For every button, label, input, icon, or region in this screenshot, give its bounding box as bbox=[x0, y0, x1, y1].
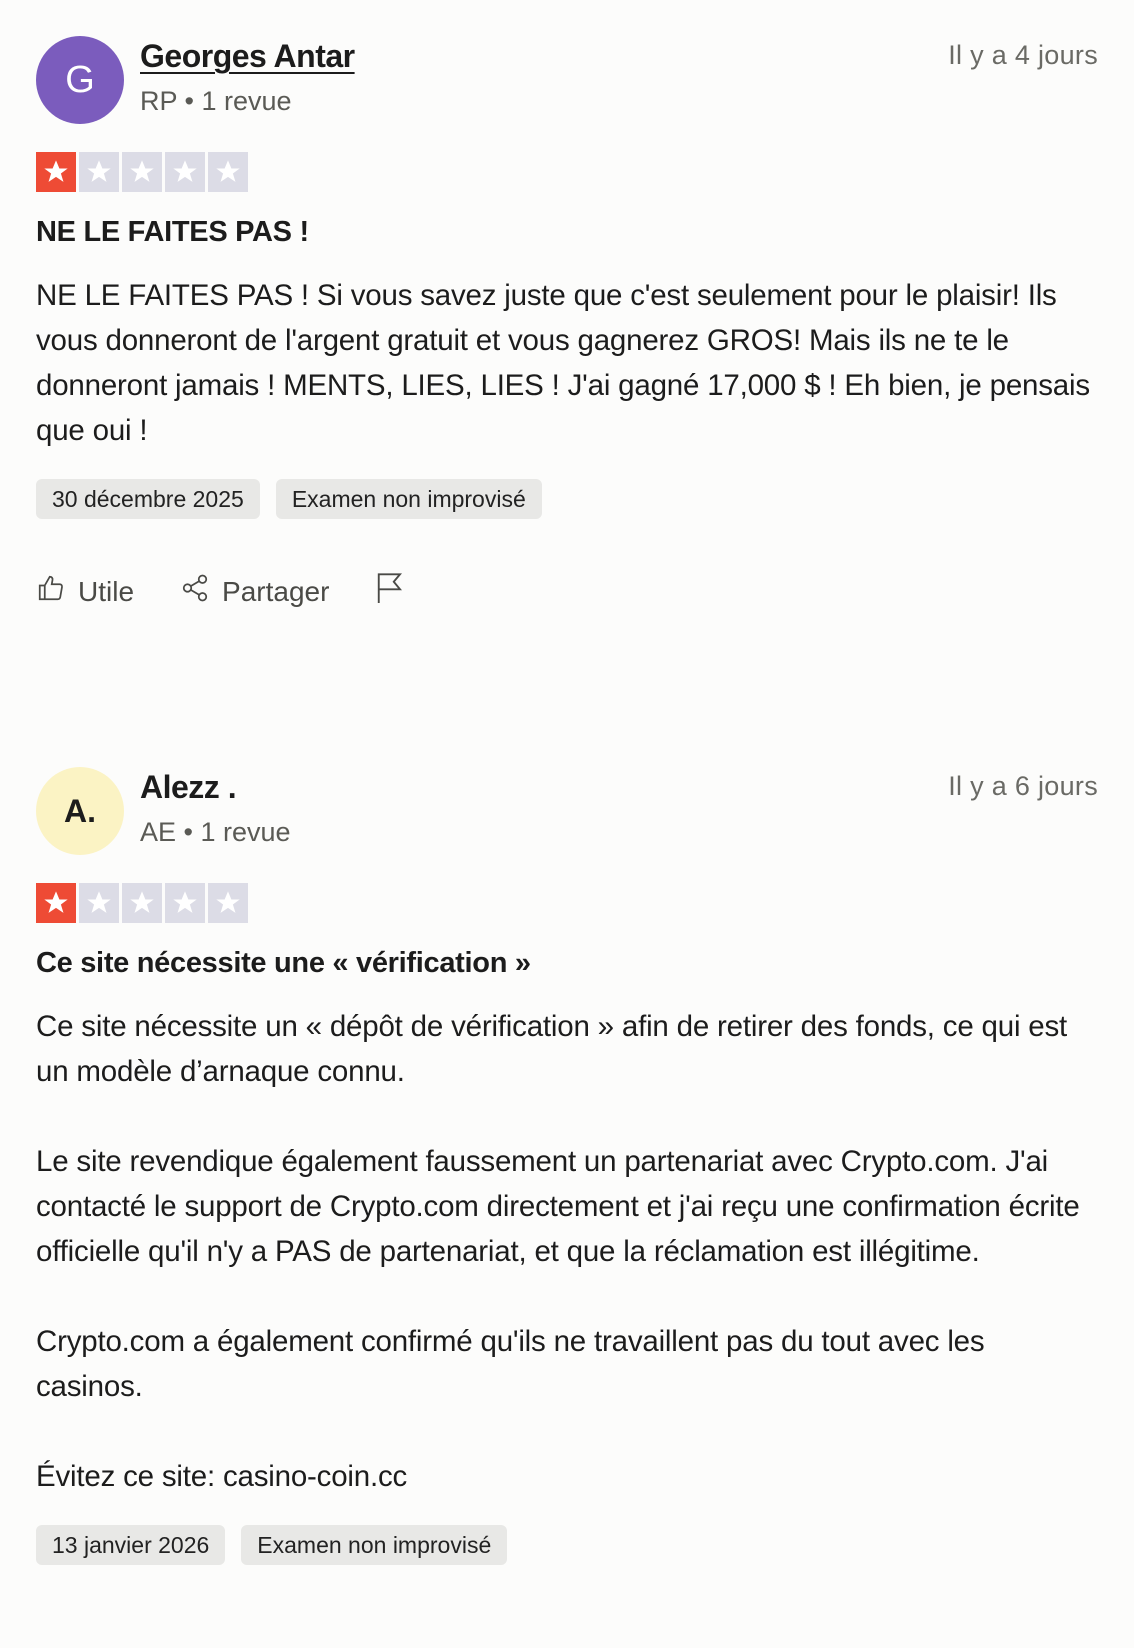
review-title: Ce site nécessite une « vérification » bbox=[36, 947, 531, 979]
useful-label: Utile bbox=[78, 575, 135, 607]
author-meta: RP • 1 revue bbox=[140, 86, 292, 116]
unprompted-review-tag: Examen non improvisé bbox=[241, 1525, 507, 1565]
flag-icon bbox=[375, 571, 405, 612]
star-icon bbox=[122, 152, 162, 192]
report-button[interactable] bbox=[375, 571, 405, 612]
review-card bbox=[36, 767, 1098, 1565]
review-title: NE LE FAITES PAS ! bbox=[36, 216, 309, 248]
review-paragraph: NE LE FAITES PAS ! Si vous savez juste que c'est seulement pour le plaisir! Ils vous donneront de l'argent gratuit et vous gagnerez GROS! Mais ils ne te le donneront jamais ! MENTS, LIES, LIES ! J'ai gagné 17,000 $ ! Eh bien, je pensais que oui ! bbox=[36, 279, 1090, 447]
review-body bbox=[36, 273, 1098, 453]
star-icon bbox=[208, 152, 248, 192]
author-name-link[interactable]: Alezz . bbox=[140, 769, 237, 805]
useful-button[interactable] bbox=[36, 573, 134, 610]
review-paragraph: Évitez ce site: casino-coin.cc bbox=[36, 1460, 408, 1493]
star-icon bbox=[36, 883, 76, 923]
thumbs-up-icon bbox=[36, 573, 66, 610]
author-name-link[interactable]: Georges Antar bbox=[140, 38, 355, 74]
review-card bbox=[36, 36, 1098, 612]
avatar: G bbox=[36, 36, 124, 124]
star-rating bbox=[36, 883, 1098, 923]
star-icon bbox=[36, 152, 76, 192]
review-relative-date: Il y a 6 jours bbox=[948, 771, 1098, 801]
star-icon bbox=[79, 883, 119, 923]
review-relative-date: Il y a 4 jours bbox=[948, 40, 1098, 70]
star-rating bbox=[36, 152, 1098, 192]
author-meta: AE • 1 revue bbox=[140, 817, 291, 847]
share-label: Partager bbox=[222, 575, 330, 607]
avatar: A. bbox=[36, 767, 124, 855]
experience-date-tag: 30 décembre 2025 bbox=[36, 479, 260, 519]
star-icon bbox=[79, 152, 119, 192]
review-paragraph: Ce site nécessite un « dépôt de vérification » afin de retirer des fonds, ce qui est un modèle d’arnaque connu. bbox=[36, 1010, 1068, 1088]
review-body bbox=[36, 1004, 1098, 1499]
star-icon bbox=[122, 883, 162, 923]
experience-date-tag: 13 janvier 2026 bbox=[36, 1525, 225, 1565]
share-icon bbox=[180, 573, 210, 610]
star-icon bbox=[165, 883, 205, 923]
star-icon bbox=[165, 152, 205, 192]
share-button[interactable] bbox=[180, 573, 329, 610]
review-paragraph: Le site revendique également faussement un partenariat avec Crypto.com. J'ai contacté le support de Crypto.com directement et j'ai reçu une confirmation écrite officielle qu'il n'y a PAS de partenariat, et que la réclamation est illégitime. bbox=[36, 1145, 1080, 1268]
star-icon bbox=[208, 883, 248, 923]
review-paragraph: Crypto.com a également confirmé qu'ils ne travaillent pas du tout avec les casinos. bbox=[36, 1325, 985, 1403]
unprompted-review-tag: Examen non improvisé bbox=[276, 479, 542, 519]
